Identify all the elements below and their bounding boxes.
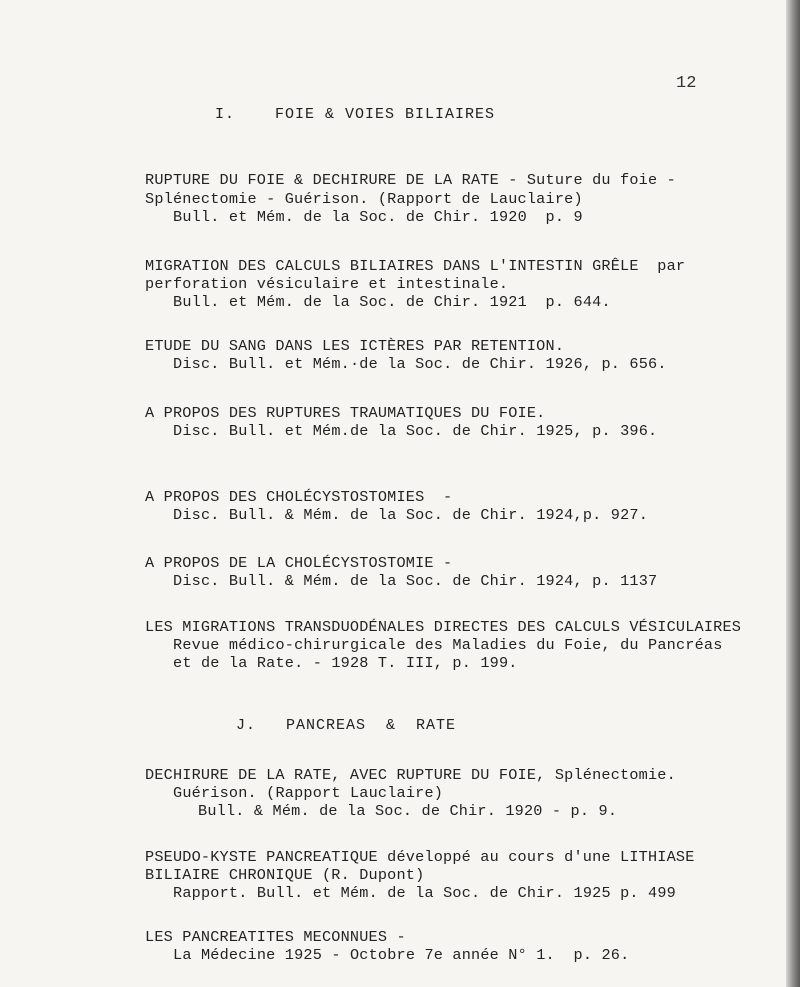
entry-line: Splénectomie - Guérison. (Rapport de Lauclaire) bbox=[145, 190, 583, 208]
entry-reference: Disc. Bull. et Mém.de la Soc. de Chir. 1925, p. 396. bbox=[173, 422, 658, 440]
entry-reference: Disc. Bull. & Mém. de la Soc. de Chir. 1924,p. 927. bbox=[173, 506, 649, 524]
entry-title-line: LES PANCREATITES MECONNUES - bbox=[145, 928, 406, 946]
entry-line: Revue médico-chirurgicale des Maladies du Foie, du Pancréas bbox=[173, 636, 723, 654]
entry-reference: Disc. Bull. & Mém. de la Soc. de Chir. 1924, p. 1137 bbox=[173, 572, 658, 590]
entry-title-line: LES MIGRATIONS TRANSDUODÉNALES DIRECTES DES CALCULS VÉSICULAIRES bbox=[145, 618, 742, 636]
page-edge-shadow bbox=[786, 0, 800, 987]
entry-reference: Bull. & Mém. de la Soc. de Chir. 1920 - p. 9. bbox=[198, 802, 618, 820]
entry-reference: Bull. et Mém. de la Soc. de Chir. 1921 p. 644. bbox=[173, 293, 611, 311]
entry-reference: Bull. et Mém. de la Soc. de Chir. 1920 p. 9 bbox=[173, 208, 583, 226]
entry-title-line: A PROPOS DE LA CHOLÉCYSTOSTOMIE - bbox=[145, 554, 453, 572]
entry-reference: La Médecine 1925 - Octobre 7e année N° 1. p. 26. bbox=[173, 946, 630, 964]
entry-reference: Rapport. Bull. et Mém. de la Soc. de Chir. 1925 p. 499 bbox=[173, 884, 676, 902]
entry-title-line: PSEUDO-KYSTE PANCREATIQUE développé au cours d'une LITHIASE bbox=[145, 848, 695, 866]
entry-title-line: DECHIRURE DE LA RATE, AVEC RUPTURE DU FOIE, Splénectomie. bbox=[145, 766, 676, 784]
entry-line: BILIAIRE CHRONIQUE (R. Dupont) bbox=[145, 866, 425, 884]
entry-reference: et de la Rate. - 1928 T. III, p. 199. bbox=[173, 654, 518, 672]
entry-title-line: MIGRATION DES CALCULS BILIAIRES DANS L'INTESTIN GRÊLE par bbox=[145, 257, 686, 275]
page-number: 12 bbox=[676, 74, 697, 93]
section-heading-foie: I. FOIE & VOIES BILIAIRES bbox=[215, 106, 496, 123]
entry-title-line: A PROPOS DES CHOLÉCYSTOSTOMIES - bbox=[145, 488, 453, 506]
entry-title-line: A PROPOS DES RUPTURES TRAUMATIQUES DU FOIE. bbox=[145, 404, 546, 422]
entry-title-line: ETUDE DU SANG DANS LES ICTÈRES PAR RETENTION. bbox=[145, 337, 565, 355]
entry-line: Guérison. (Rapport Lauclaire) bbox=[173, 784, 444, 802]
entry-line: perforation vésiculaire et intestinale. bbox=[145, 275, 509, 293]
entry-title-line: RUPTURE DU FOIE & DECHIRURE DE LA RATE - Suture du foie - bbox=[145, 171, 676, 189]
entry-reference: Disc. Bull. et Mém.·de la Soc. de Chir. 1926, p. 656. bbox=[173, 355, 667, 373]
section-heading-pancreas: J. PANCREAS & RATE bbox=[236, 717, 457, 734]
